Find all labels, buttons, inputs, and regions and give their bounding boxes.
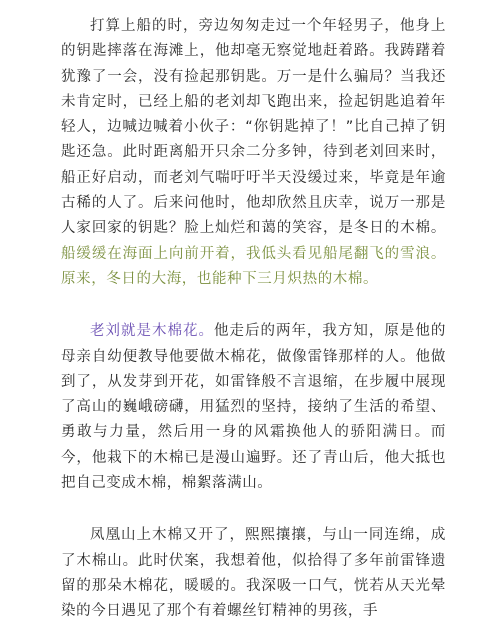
paragraph-2 xyxy=(61,319,446,496)
paragraph-3-text: 凤凰山上木棉又开了，熙熙攘攘，与山一同连绵，成了木棉山。此时伏案，我想着他，似拾得了多年前雷锋遗留的那朵木棉花，暖暖的。我深吸一口气，恍若从天光晕染的今日遇见了那个有着螺丝钉精神的男孩，手 xyxy=(61,527,446,620)
paragraph-3 xyxy=(61,523,446,624)
paragraph-1-text: 打算上船的时，旁边匆匆走过一个年轻男子，他身上的钥匙摔落在海滩上，他却毫无察觉地赶着路。我踌躇着犹豫了一会，没有捡起那钥匙。万一是什么骗局？当我还未肯定时，已经上船的老刘却飞跑出来，捡起钥匙追着年轻人，边喊边喊着小伙子：“你钥匙掉了！”比自己掉了钥匙还急。此时距离船开只余二分多钟，待到老刘回来时，船正好启动，而老刘气喘吁吁半天没缓过来，毕竟是年逾古稀的人了。后来问他时，他却欣然且庆幸，说万一那是人家回家的钥匙？脸上灿烂和蔼的笑容，是冬日的木棉。 xyxy=(61,18,446,237)
paragraph-2-highlight: 老刘就是木棉花。 xyxy=(90,323,214,340)
paragraph-1 xyxy=(61,14,446,292)
paragraph-2-text: 他走后的两年，我方知，原是他的母亲自幼便教导他要做木棉花，做像雷锋那样的人。他做到了，从发芽到开花，如雷锋般不言退缩，在步履中展现了高山的巍峨磅礴，用猛烈的坚持，接纳了生活的希望、勇敢与力量，然后用一身的风霜换他人的骄阳满日。而今，他栽下的木棉已是漫山遍野。还了青山后，他大抵也把自己变成木棉，棉絮落满山。 xyxy=(61,323,446,492)
paragraph-1-highlight: 船缓缓在海面上向前开着，我低头看见船尾翻飞的雪浪。原来，冬日的大海，也能种下三月炽热的木棉。 xyxy=(61,245,446,287)
